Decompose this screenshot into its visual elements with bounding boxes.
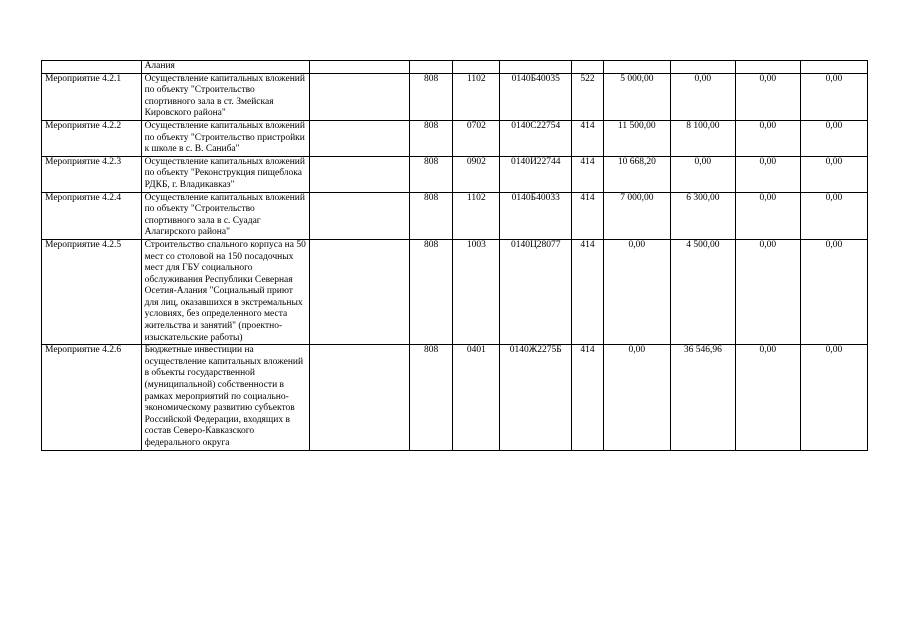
target-article-cell: 0140Ж2275Б bbox=[500, 345, 572, 450]
section-code-cell: 0702 bbox=[453, 120, 500, 156]
amount-year3-cell: 0,00 bbox=[735, 73, 800, 120]
amount-year2-cell: 0,00 bbox=[670, 73, 735, 120]
cell-empty bbox=[670, 61, 735, 74]
grbs-code-cell: 808 bbox=[409, 192, 453, 239]
section-code-cell: 1102 bbox=[453, 73, 500, 120]
expense-type-cell: 414 bbox=[572, 156, 603, 192]
continuation-row bbox=[42, 61, 868, 74]
measure-description-cell: Бюджетные инвестиции на осуществление капитальных вложений в объекты государственной (муниципальной) собственности в рамках мероприятий по социально-экономическому развитию субъектов Российской Федерации, входящих в состав Северо-Кавказского федерального округа bbox=[141, 345, 310, 450]
executor-cell bbox=[310, 120, 410, 156]
amount-year4-cell: 0,00 bbox=[800, 345, 867, 450]
amount-year2-cell: 36 546,96 bbox=[670, 345, 735, 450]
amount-year3-cell: 0,00 bbox=[735, 345, 800, 450]
cell-empty bbox=[735, 61, 800, 74]
section-code-cell: 1003 bbox=[453, 239, 500, 344]
cell-empty bbox=[310, 61, 410, 74]
table-row bbox=[42, 156, 868, 192]
measure-id-cell: Мероприятие 4.2.4 bbox=[42, 192, 142, 239]
amount-year2-cell: 8 100,00 bbox=[670, 120, 735, 156]
amount-year3-cell: 0,00 bbox=[735, 120, 800, 156]
amount-year4-cell: 0,00 bbox=[800, 120, 867, 156]
measure-id-cell: Мероприятие 4.2.5 bbox=[42, 239, 142, 344]
executor-cell bbox=[310, 345, 410, 450]
amount-year4-cell: 0,00 bbox=[800, 192, 867, 239]
target-article-cell: 0140Б40035 bbox=[500, 73, 572, 120]
target-article-cell: 0140Б40033 bbox=[500, 192, 572, 239]
expense-type-cell: 414 bbox=[572, 239, 603, 344]
table-row bbox=[42, 239, 868, 344]
section-code-cell: 0902 bbox=[453, 156, 500, 192]
grbs-code-cell: 808 bbox=[409, 73, 453, 120]
executor-cell bbox=[310, 156, 410, 192]
cell-empty bbox=[409, 61, 453, 74]
executor-cell bbox=[310, 239, 410, 344]
table-row bbox=[42, 73, 868, 120]
measure-id-cell: Мероприятие 4.2.1 bbox=[42, 73, 142, 120]
amount-year3-cell: 0,00 bbox=[735, 192, 800, 239]
document-page bbox=[41, 60, 868, 451]
section-code-cell: 1102 bbox=[453, 192, 500, 239]
amount-year4-cell: 0,00 bbox=[800, 239, 867, 344]
cell-empty bbox=[500, 61, 572, 74]
expense-type-cell: 414 bbox=[572, 192, 603, 239]
measure-description-cell: Осуществление капитальных вложений по объекту "Строительство спортивного зала в с. Суадаг Алагирского района" bbox=[141, 192, 310, 239]
amount-year2-cell: 6 300,00 bbox=[670, 192, 735, 239]
table-body bbox=[42, 61, 868, 451]
target-article-cell: 0140С22754 bbox=[500, 120, 572, 156]
amount-year1-cell: 11 500,00 bbox=[603, 120, 670, 156]
measure-id-cell: Мероприятие 4.2.6 bbox=[42, 345, 142, 450]
target-article-cell: 0140И22744 bbox=[500, 156, 572, 192]
expense-type-cell: 414 bbox=[572, 345, 603, 450]
continuation-text: Алания bbox=[141, 61, 310, 74]
cell-empty bbox=[572, 61, 603, 74]
amount-year1-cell: 0,00 bbox=[603, 239, 670, 344]
cell-empty bbox=[800, 61, 867, 74]
cell-empty bbox=[453, 61, 500, 74]
executor-cell bbox=[310, 73, 410, 120]
budget-table bbox=[41, 60, 868, 451]
cell-empty bbox=[42, 61, 142, 74]
expense-type-cell: 414 bbox=[572, 120, 603, 156]
measure-description-cell: Осуществление капитальных вложений по объекту "Строительство пристройки к школе в с. В. Саниба" bbox=[141, 120, 310, 156]
amount-year1-cell: 7 000,00 bbox=[603, 192, 670, 239]
executor-cell bbox=[310, 192, 410, 239]
grbs-code-cell: 808 bbox=[409, 156, 453, 192]
table-row bbox=[42, 192, 868, 239]
section-code-cell: 0401 bbox=[453, 345, 500, 450]
measure-description-cell: Осуществление капитальных вложений по объекту "Реконструкция пищеблока РДКБ, г. Владикавказ" bbox=[141, 156, 310, 192]
amount-year2-cell: 4 500,00 bbox=[670, 239, 735, 344]
amount-year1-cell: 10 668,20 bbox=[603, 156, 670, 192]
measure-description-cell: Осуществление капитальных вложений по объекту "Строительство спортивного зала в ст. Змейская Кировского района" bbox=[141, 73, 310, 120]
target-article-cell: 0140Ц28077 bbox=[500, 239, 572, 344]
measure-id-cell: Мероприятие 4.2.2 bbox=[42, 120, 142, 156]
amount-year2-cell: 0,00 bbox=[670, 156, 735, 192]
grbs-code-cell: 808 bbox=[409, 345, 453, 450]
expense-type-cell: 522 bbox=[572, 73, 603, 120]
grbs-code-cell: 808 bbox=[409, 239, 453, 344]
measure-description-cell: Строительство спального корпуса на 50 мест со столовой на 150 посадочных мест для ГБУ социального обслуживания Республики Северная Осетия-Алания "Социальный приют для лиц, оказавшихся в экстремальных условиях, без определенного места жительства и занятий" (проектно-изыскательские работы) bbox=[141, 239, 310, 344]
amount-year1-cell: 5 000,00 bbox=[603, 73, 670, 120]
measure-id-cell: Мероприятие 4.2.3 bbox=[42, 156, 142, 192]
cell-empty bbox=[603, 61, 670, 74]
grbs-code-cell: 808 bbox=[409, 120, 453, 156]
amount-year1-cell: 0,00 bbox=[603, 345, 670, 450]
amount-year3-cell: 0,00 bbox=[735, 156, 800, 192]
table-row bbox=[42, 120, 868, 156]
amount-year4-cell: 0,00 bbox=[800, 73, 867, 120]
amount-year3-cell: 0,00 bbox=[735, 239, 800, 344]
table-row bbox=[42, 345, 868, 450]
amount-year4-cell: 0,00 bbox=[800, 156, 867, 192]
